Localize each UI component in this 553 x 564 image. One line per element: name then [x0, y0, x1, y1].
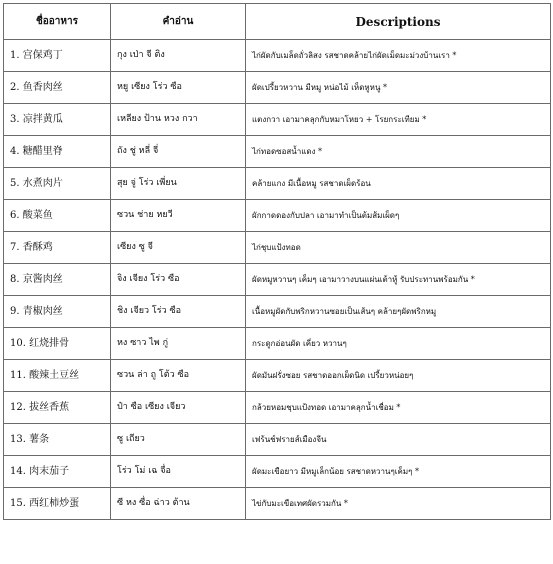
pronunciation-cell: ซวน ช่าย หยวี	[111, 200, 246, 232]
table-row	[4, 328, 551, 360]
dish-name-cell: 13. 薯条	[4, 424, 111, 456]
description-cell: กระดูกอ่อนผัด เคี่ยว หวานๆ	[246, 328, 551, 360]
header-pronunciation: คำอ่าน	[111, 4, 246, 40]
header-dish-name: ชื่ออาหาร	[4, 4, 111, 40]
pronunciation-cell: จิง เจียง โร่ว ซือ	[111, 264, 246, 296]
table-row	[4, 232, 551, 264]
pronunciation-cell: หง ซาว ไพ กู่	[111, 328, 246, 360]
pronunciation-cell: ชิง เจียว โร่ว ซือ	[111, 296, 246, 328]
description-cell: ผัดมะเขือยาว มีหมูเล็กน้อย รสชาดหวานๆเค็มๆ *	[246, 456, 551, 488]
table-row	[4, 200, 551, 232]
dish-name-cell: 6. 酸菜鱼	[4, 200, 111, 232]
pronunciation-cell: หยู เซียง โร่ว ซือ	[111, 72, 246, 104]
pronunciation-cell: ซวน ล่า ถู โต้ว ซือ	[111, 360, 246, 392]
pronunciation-cell: ซี หง ซื่อ ฉ่าว ต้าน	[111, 488, 246, 520]
description-cell: ไก่ผัดกับเมล็ดถั่วลิสง รสชาดคล้ายไก่ผัดเม็ดมะม่วงบ้านเรา *	[246, 40, 551, 72]
description-cell: ผักกาดดองกับปลา เอามาทำเป็นต้มส้มเผ็ดๆ	[246, 200, 551, 232]
table-row	[4, 360, 551, 392]
description-cell: ไก่ทอดซอสน้ำแดง *	[246, 136, 551, 168]
pronunciation-cell: ซู เถียว	[111, 424, 246, 456]
pronunciation-cell: โร่ว โม่ เฉ จื่อ	[111, 456, 246, 488]
table-row	[4, 104, 551, 136]
description-cell: ไก่ชุบแป้งทอด	[246, 232, 551, 264]
dish-name-cell: 9. 青椒肉丝	[4, 296, 111, 328]
description-cell: ผัดมันฝรั่งซอย รสชาดออกเผ็ดนิด เปรี้ยวหน่อยๆ	[246, 360, 551, 392]
dish-name-cell: 12. 拔丝香蕉	[4, 392, 111, 424]
table-row	[4, 136, 551, 168]
table-row	[4, 264, 551, 296]
description-cell: กล้วยหอมชุบแป้งทอด เอามาคลุกน้ำเชื่อม *	[246, 392, 551, 424]
menu-body	[4, 40, 551, 520]
pronunciation-cell: ป๋า ซือ เซียง เจียว	[111, 392, 246, 424]
table-row	[4, 72, 551, 104]
description-cell: เนื้อหมูผัดกับพริกหวานซอยเป็นเส้นๆ คล้ายๆผัดพริกหมู	[246, 296, 551, 328]
pronunciation-cell: สุย จู่ โร่ว เพี่ยน	[111, 168, 246, 200]
header-row	[4, 4, 551, 40]
table-row	[4, 168, 551, 200]
dish-name-cell: 2. 鱼香肉丝	[4, 72, 111, 104]
dish-name-cell: 14. 肉末茄子	[4, 456, 111, 488]
dish-name-cell: 5. 水煮肉片	[4, 168, 111, 200]
menu-table	[3, 3, 551, 520]
table-row	[4, 488, 551, 520]
pronunciation-cell: ถัง ชู่ หลี่ จี่	[111, 136, 246, 168]
dish-name-cell: 3. 凉拌黄瓜	[4, 104, 111, 136]
dish-name-cell: 7. 香酥鸡	[4, 232, 111, 264]
table-row	[4, 424, 551, 456]
header-description: Descriptions	[246, 4, 551, 40]
description-cell: ไข่กับมะเขือเทศผัดรวมกัน *	[246, 488, 551, 520]
pronunciation-cell: เซียง ซู จี	[111, 232, 246, 264]
pronunciation-cell: เหลียง ป้าน หวง กวา	[111, 104, 246, 136]
table-row	[4, 392, 551, 424]
pronunciation-cell: กุง เป่า จี ติง	[111, 40, 246, 72]
dish-name-cell: 4. 糖醋里脊	[4, 136, 111, 168]
dish-name-cell: 15. 西红柿炒蛋	[4, 488, 111, 520]
dish-name-cell: 11. 酸辣土豆丝	[4, 360, 111, 392]
table-row	[4, 456, 551, 488]
description-cell: เฟร้นช์ฟรายส์เมืองจีน	[246, 424, 551, 456]
table-row	[4, 296, 551, 328]
dish-name-cell: 1. 宫保鸡丁	[4, 40, 111, 72]
dish-name-cell: 8. 京酱肉丝	[4, 264, 111, 296]
description-cell: คล้ายแกง มีเนื้อหมู รสชาดเผ็ดร้อน	[246, 168, 551, 200]
table-row	[4, 40, 551, 72]
description-cell: แตงกวา เอามาคลุกกับหมาโหยว + โรยกระเทียม *	[246, 104, 551, 136]
dish-name-cell: 10. 红烧排骨	[4, 328, 111, 360]
description-cell: ผัดหมูหวานๆ เค็มๆ เอามาวางบนแผ่นเต้าหู้ รับประทานพร้อมกัน *	[246, 264, 551, 296]
description-cell: ผัดเปรี้ยวหวาน มีหมู หน่อไม้ เห็ดหูหนู *	[246, 72, 551, 104]
